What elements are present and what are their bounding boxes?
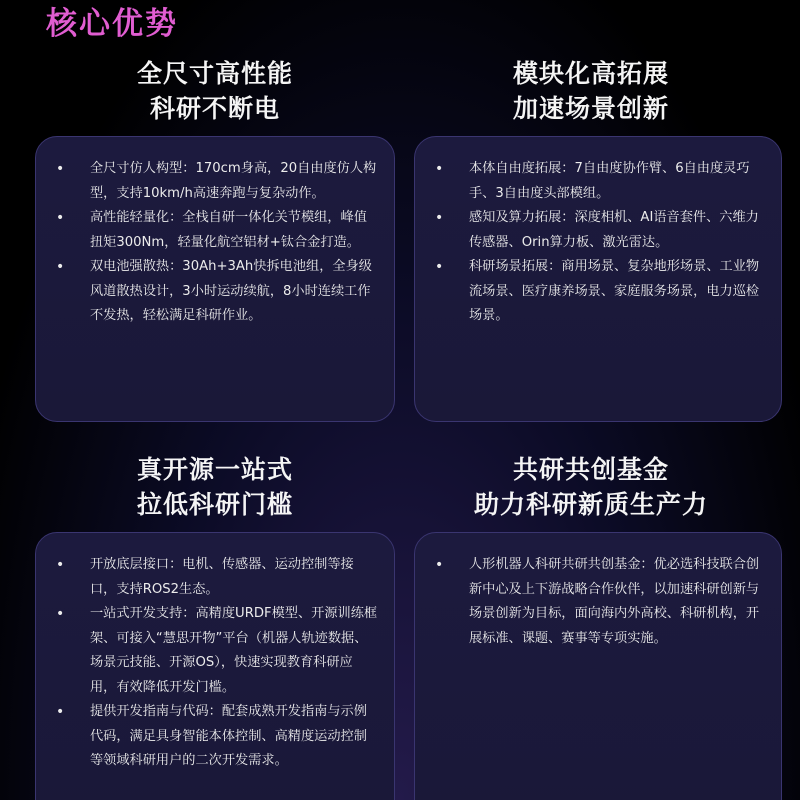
section-heading-open-source [60, 452, 370, 522]
list-item: • 提供开发指南与代码：配套成熟开发指南与示例代码，满足具身智能本体控制、高精度运动控制等领域科研用户的二次开发需求。 [56, 700, 378, 774]
feature-card-modular [414, 136, 782, 422]
section-heading-line1: 模块化高拓展 [512, 59, 669, 88]
section-heading-full-size [60, 56, 370, 126]
page-title: 核心优势 [46, 6, 178, 42]
list-item: • 一站式开发支持：高精度URDF模型、开源训练框架、可接入“慧思开物”平台（机器人轨迹数据、场景元技能、开源OS），快速实现教育科研应用，有效降低开发门槛。 [56, 602, 378, 700]
section-heading-line2: 加速场景创新 [512, 94, 669, 123]
feature-list [435, 157, 765, 329]
bullet-icon: • [56, 161, 65, 177]
bullet-icon: • [56, 259, 65, 275]
section-heading-modular [436, 56, 746, 126]
list-item: • 高性能轻量化：全栈自研一体化关节模组，峰值扭矩300Nm，轻量化航空铝材+钛合金打造。 [56, 206, 378, 255]
bullet-icon: • [56, 704, 65, 720]
feature-card-open-source [35, 532, 395, 800]
section-heading-line1: 共研共创基金 [512, 455, 669, 484]
list-item: • 人形机器人科研共研共创基金：优必选科技联合创新中心及上下游战略合作伙伴，以加速科研创新与场景创新为目标，面向海内外高校、科研机构，开展标准、课题、赛事等专项实施。 [435, 553, 765, 651]
section-heading-fund [436, 452, 746, 522]
bullet-icon: • [435, 259, 444, 275]
list-item: • 开放底层接口：电机、传感器、运动控制等接口，支持ROS2生态。 [56, 553, 378, 602]
section-heading-line1: 真开源一站式 [136, 455, 293, 484]
bullet-icon: • [56, 557, 65, 573]
feature-list [56, 553, 378, 774]
section-heading-line2: 助力科研新质生产力 [473, 490, 708, 519]
feature-list [56, 157, 378, 329]
list-item: • 双电池强散热：30Ah+3Ah快拆电池组，全身级风道散热设计，3小时运动续航，8小时连续工作不发热，轻松满足科研作业。 [56, 255, 378, 329]
feature-list [435, 553, 765, 651]
feature-card-fund [414, 532, 782, 800]
feature-card-full-size [35, 136, 395, 422]
bullet-icon: • [56, 210, 65, 226]
bullet-icon: • [56, 606, 65, 622]
list-item: • 全尺寸仿人构型：170cm身高，20自由度仿人构型，支持10km/h高速奔跑与复杂动作。 [56, 157, 378, 206]
list-item: • 感知及算力拓展：深度相机、AI语音套件、六维力传感器、Orin算力板、激光雷达。 [435, 206, 765, 255]
bullet-icon: • [435, 161, 444, 177]
section-heading-line2: 科研不断电 [149, 94, 280, 123]
list-item: • 科研场景拓展：商用场景、复杂地形场景、工业物流场景、医疗康养场景、家庭服务场景，电力巡检场景。 [435, 255, 765, 329]
list-item: • 本体自由度拓展：7自由度协作臂、6自由度灵巧手、3自由度头部模组。 [435, 157, 765, 206]
bullet-icon: • [435, 557, 444, 573]
section-heading-line2: 拉低科研门槛 [136, 490, 293, 519]
bullet-icon: • [435, 210, 444, 226]
section-heading-line1: 全尺寸高性能 [136, 59, 293, 88]
